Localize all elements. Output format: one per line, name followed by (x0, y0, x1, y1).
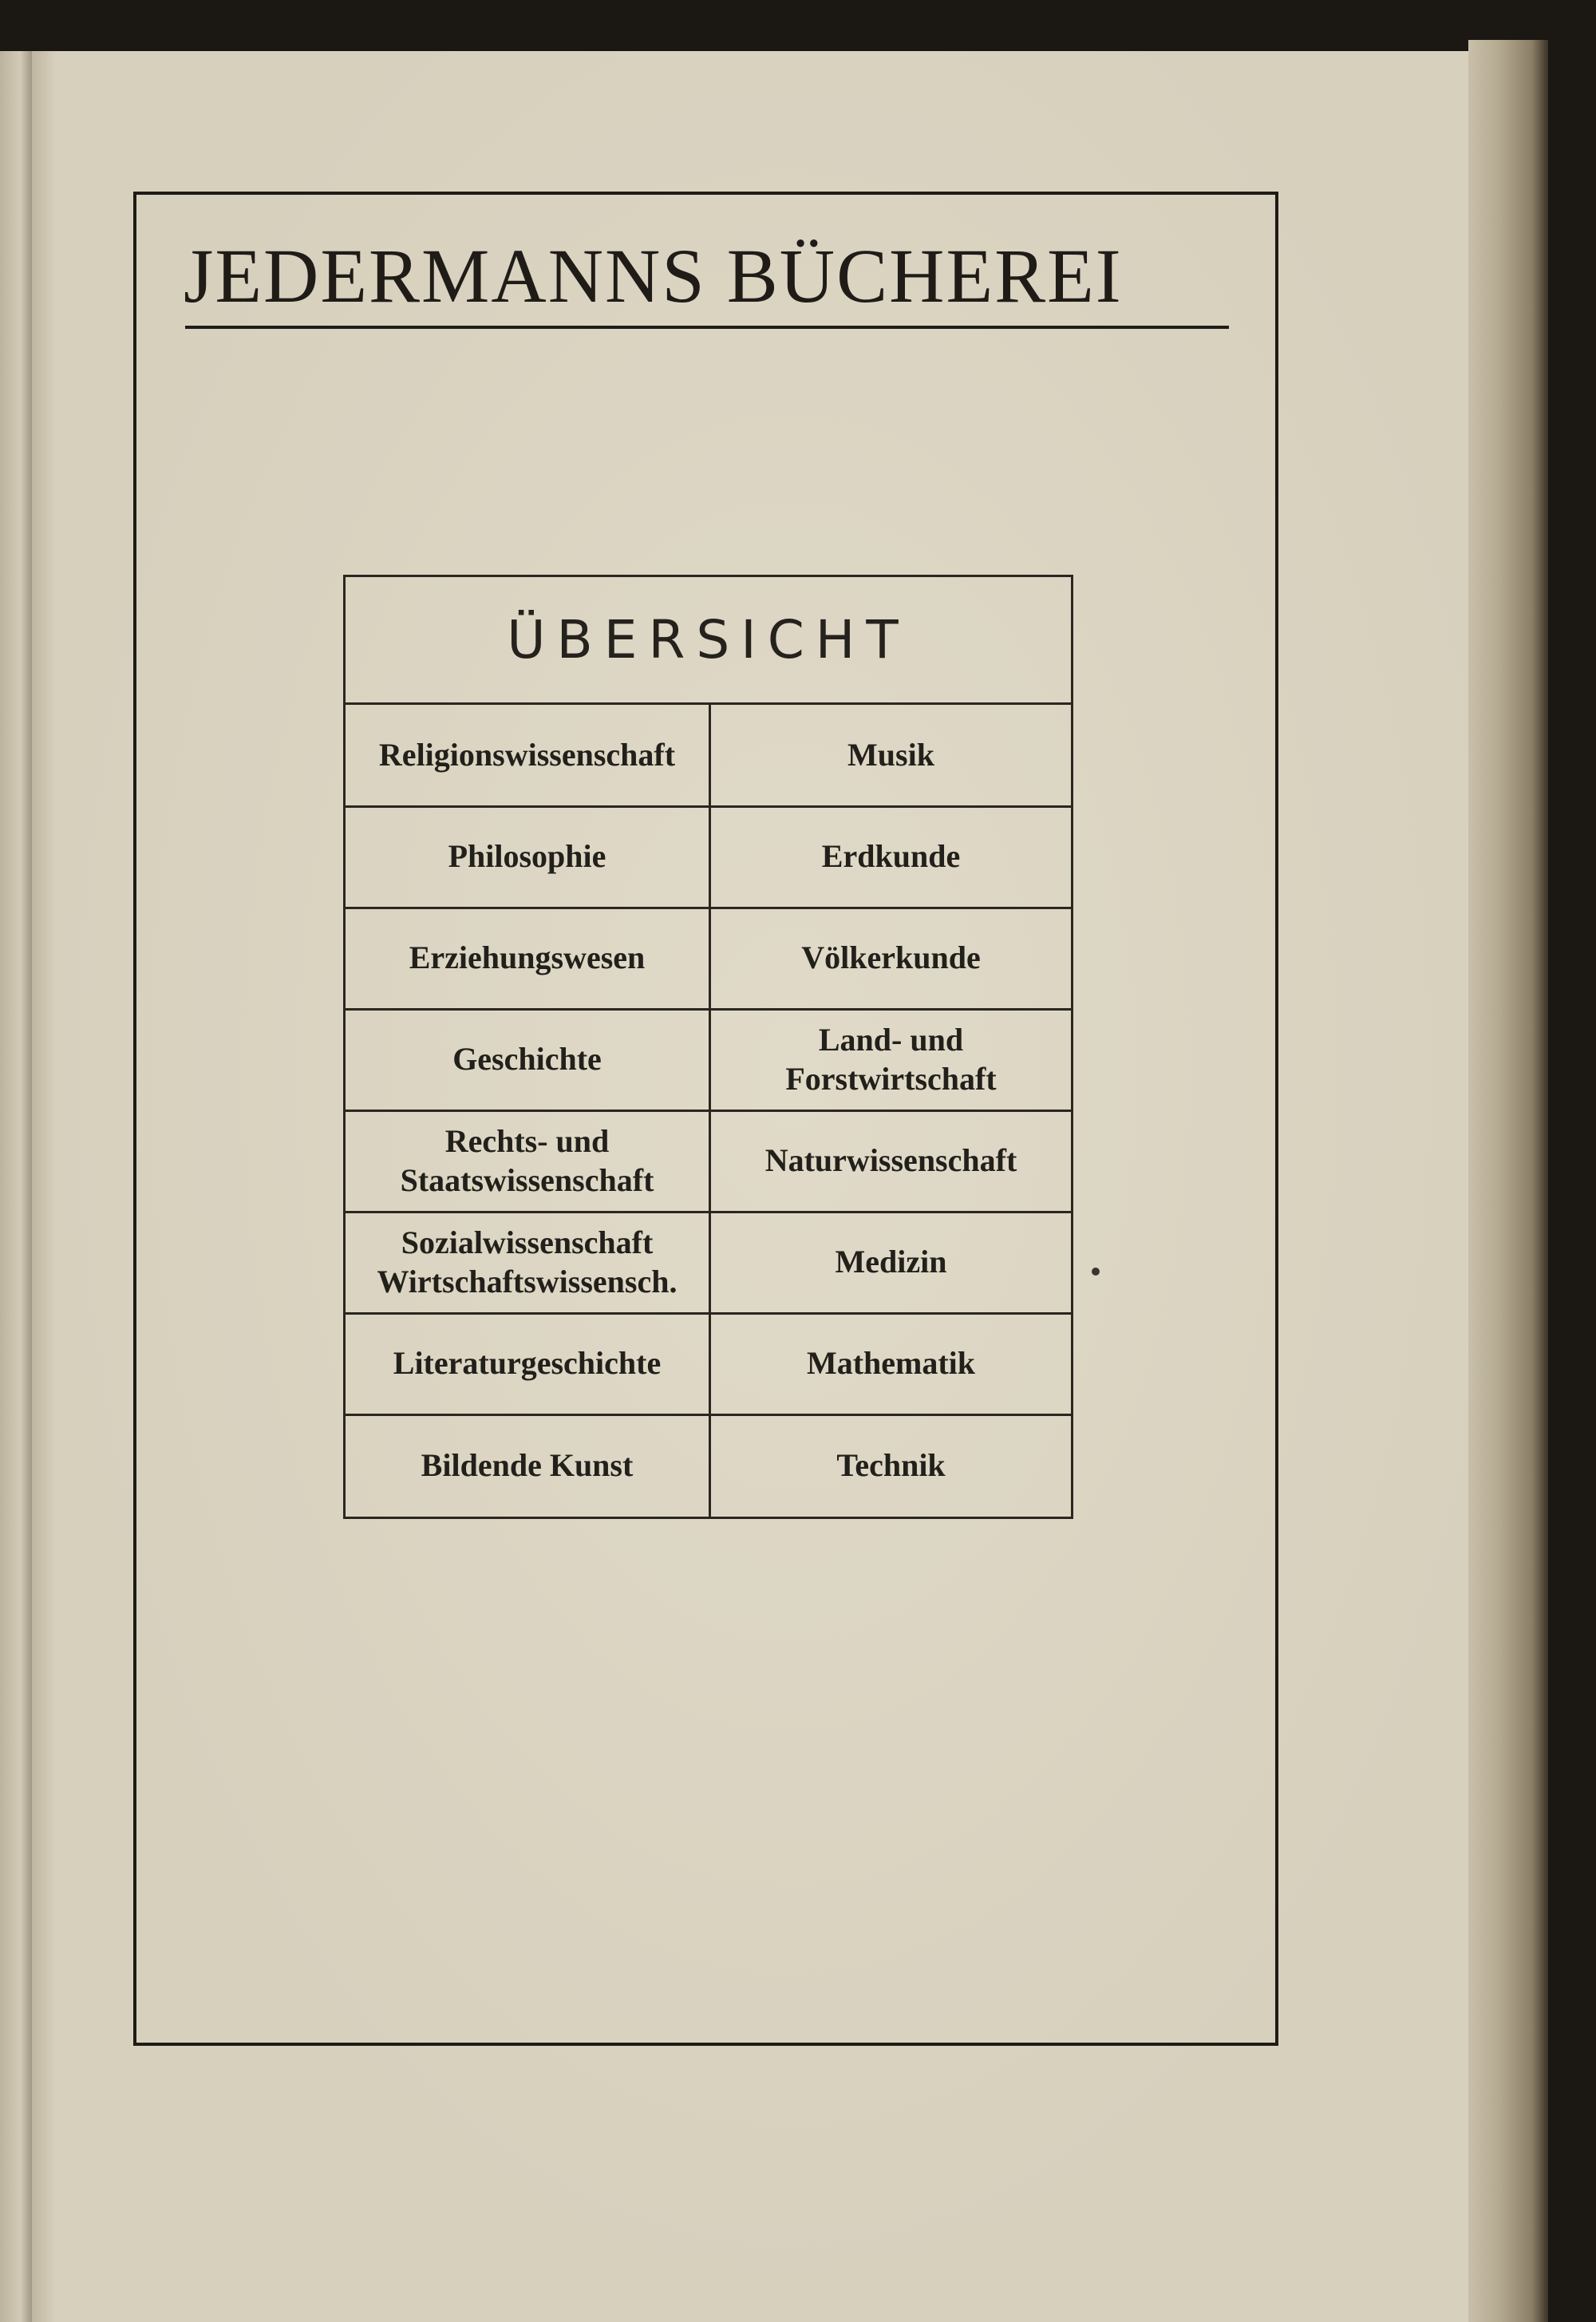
page-right-edge (1468, 40, 1548, 2322)
row-rule (346, 1414, 709, 1416)
overview-table (343, 575, 1073, 1519)
right-cell-8: Technik (836, 1446, 946, 1483)
left-cell-4: Geschichte (452, 1041, 602, 1078)
right-cell-4: Land- und Forstwirtschaft (785, 1021, 997, 1097)
row-rule (346, 1110, 709, 1112)
right-cell-5: Naturwissenschaft (764, 1142, 1017, 1179)
right-cell-3: Völkerkunde (801, 939, 981, 976)
left-cell-7: Literaturgeschichte (393, 1345, 662, 1382)
right-cell-2: Erdkunde (821, 838, 961, 875)
series-title: JEDERMANNS BÜCHEREI (184, 233, 1123, 318)
right-cell-6: Medizin (835, 1244, 947, 1280)
right-cell-1: Musik (847, 737, 934, 773)
ink-speck (1092, 1268, 1100, 1276)
left-cell-8: Bildende Kunst (421, 1446, 634, 1483)
row-rule (711, 907, 1071, 909)
row-rule (711, 805, 1071, 808)
row-rule (346, 805, 709, 808)
left-cell-6: Sozialwissenschaft Wirtschaftswissensch. (377, 1224, 678, 1299)
right-cell-7: Mathematik (806, 1345, 976, 1382)
row-rule (711, 1414, 1071, 1416)
row-rule (711, 1110, 1071, 1112)
left-cell-5: Rechts- und Staatswissenschaft (400, 1122, 654, 1198)
row-rule (711, 1312, 1071, 1315)
row-rule (346, 1211, 709, 1213)
left-cell-2: Philosophie (448, 838, 606, 875)
row-rule (346, 1008, 709, 1011)
row-rule (711, 1008, 1071, 1011)
book-spine-edge (0, 51, 34, 2322)
left-cell-3: Erziehungswesen (409, 939, 646, 976)
row-rule (711, 1211, 1071, 1213)
title-underline (185, 326, 1229, 329)
overview-heading: ÜBERSICHT (346, 577, 1071, 705)
row-rule (346, 1312, 709, 1315)
left-cell-1: Religionswissenschaft (378, 737, 676, 773)
row-rule (346, 907, 709, 909)
